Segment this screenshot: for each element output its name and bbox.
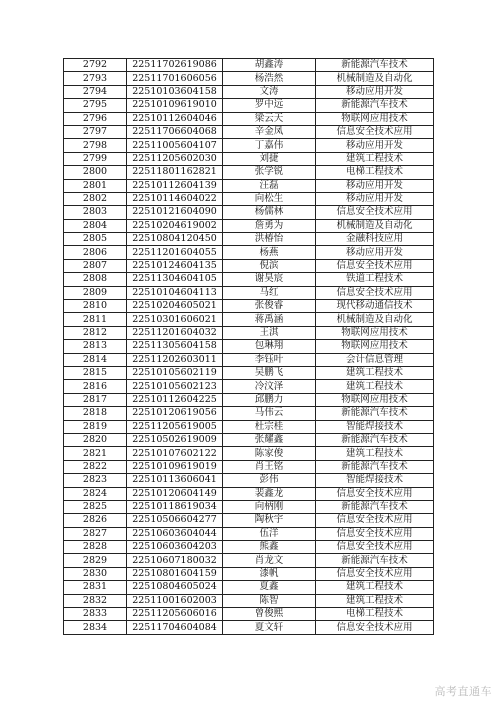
table-row xyxy=(64,139,434,152)
table-row xyxy=(64,246,434,259)
student-name-cell: 伍洋 xyxy=(223,527,316,540)
seq-cell: 2800 xyxy=(64,166,127,179)
exam-id-cell: 22510607180032 xyxy=(127,554,223,567)
student-name-cell: 梁云天 xyxy=(223,112,316,125)
major-cell: 建筑工程技术 xyxy=(316,152,434,165)
exam-id-cell: 22510107602122 xyxy=(127,447,223,460)
student-name-cell: 杨儒林 xyxy=(223,206,316,219)
seq-cell: 2798 xyxy=(64,139,127,152)
table-row xyxy=(64,206,434,219)
seq-cell: 2822 xyxy=(64,460,127,473)
seq-cell: 2804 xyxy=(64,219,127,232)
seq-cell: 2820 xyxy=(64,433,127,446)
major-cell: 信息安全技术应用 xyxy=(316,514,434,527)
student-name-cell: 杜宗桂 xyxy=(223,420,316,433)
student-name-cell: 包琳翔 xyxy=(223,340,316,353)
major-cell: 智能焊接技术 xyxy=(316,474,434,487)
seq-cell: 2803 xyxy=(64,206,127,219)
exam-id-cell: 22510804120450 xyxy=(127,233,223,246)
seq-cell: 2809 xyxy=(64,286,127,299)
exam-id-cell: 22511704604084 xyxy=(127,621,223,634)
exam-id-cell: 22510109619019 xyxy=(127,460,223,473)
seq-cell: 2802 xyxy=(64,192,127,205)
table-row xyxy=(64,514,434,527)
table-row xyxy=(64,59,434,72)
seq-cell: 2827 xyxy=(64,527,127,540)
major-cell: 移动应用开发 xyxy=(316,246,434,259)
seq-cell: 2830 xyxy=(64,567,127,580)
table-row xyxy=(64,300,434,313)
major-cell: 物联网应用技术 xyxy=(316,393,434,406)
exam-id-cell: 22510112604046 xyxy=(127,112,223,125)
major-cell: 物联网应用技术 xyxy=(316,326,434,339)
student-name-cell: 裴鑫龙 xyxy=(223,487,316,500)
exam-id-cell: 22511706604068 xyxy=(127,125,223,138)
exam-id-cell: 22510105602119 xyxy=(127,366,223,379)
major-cell: 物联网应用技术 xyxy=(316,340,434,353)
student-name-cell: 漆帆 xyxy=(223,567,316,580)
student-name-cell: 肖王铭 xyxy=(223,460,316,473)
seq-cell: 2825 xyxy=(64,500,127,513)
major-cell: 金融科技应用 xyxy=(316,233,434,246)
table-row xyxy=(64,608,434,621)
exam-id-cell: 22511205606016 xyxy=(127,608,223,621)
seq-cell: 2801 xyxy=(64,179,127,192)
major-cell: 新能源汽车技术 xyxy=(316,500,434,513)
table-row xyxy=(64,621,434,634)
student-name-cell: 丁嘉伟 xyxy=(223,139,316,152)
student-name-cell: 洪椿怡 xyxy=(223,233,316,246)
student-name-cell: 张俊睿 xyxy=(223,300,316,313)
table-row xyxy=(64,433,434,446)
table-row xyxy=(64,420,434,433)
table-row xyxy=(64,125,434,138)
table-row xyxy=(64,259,434,272)
seq-cell: 2831 xyxy=(64,581,127,594)
table-row xyxy=(64,286,434,299)
seq-cell: 2815 xyxy=(64,366,127,379)
table-row xyxy=(64,487,434,500)
major-cell: 新能源汽车技术 xyxy=(316,99,434,112)
major-cell: 机械制造及自动化 xyxy=(316,72,434,85)
exam-id-cell: 22510804605024 xyxy=(127,581,223,594)
exam-id-cell: 22510113606041 xyxy=(127,474,223,487)
seq-cell: 2797 xyxy=(64,125,127,138)
exam-id-cell: 22510502619009 xyxy=(127,433,223,446)
table-row xyxy=(64,85,434,98)
exam-id-cell: 22511201604032 xyxy=(127,326,223,339)
major-cell: 建筑工程技术 xyxy=(316,581,434,594)
exam-id-cell: 22510105602123 xyxy=(127,380,223,393)
seq-cell: 2794 xyxy=(64,85,127,98)
major-cell: 信息安全技术应用 xyxy=(316,541,434,554)
table-row xyxy=(64,474,434,487)
student-name-cell: 刘捷 xyxy=(223,152,316,165)
table-row xyxy=(64,192,434,205)
table-row xyxy=(64,500,434,513)
student-name-cell: 文涛 xyxy=(223,85,316,98)
table-row xyxy=(64,112,434,125)
exam-id-cell: 22511005604107 xyxy=(127,139,223,152)
exam-id-cell: 22511001602003 xyxy=(127,594,223,607)
major-cell: 新能源汽车技术 xyxy=(316,407,434,420)
seq-cell: 2819 xyxy=(64,420,127,433)
table-row xyxy=(64,179,434,192)
seq-cell: 2793 xyxy=(64,72,127,85)
major-cell: 移动应用开发 xyxy=(316,192,434,205)
major-cell: 建筑工程技术 xyxy=(316,447,434,460)
student-name-cell: 曾俊熙 xyxy=(223,608,316,621)
major-cell: 移动应用开发 xyxy=(316,139,434,152)
exam-id-cell: 22510112604225 xyxy=(127,393,223,406)
major-cell: 新能源汽车技术 xyxy=(316,460,434,473)
major-cell: 移动应用开发 xyxy=(316,179,434,192)
major-cell: 建筑工程技术 xyxy=(316,594,434,607)
exam-id-cell: 22510506604277 xyxy=(127,514,223,527)
exam-id-cell: 22510204605021 xyxy=(127,300,223,313)
major-cell: 新能源汽车技术 xyxy=(316,59,434,72)
table-row xyxy=(64,99,434,112)
exam-id-cell: 22511305604158 xyxy=(127,340,223,353)
table-row xyxy=(64,541,434,554)
seq-cell: 2811 xyxy=(64,313,127,326)
exam-id-cell: 22511801162821 xyxy=(127,166,223,179)
seq-cell: 2799 xyxy=(64,152,127,165)
table-row xyxy=(64,219,434,232)
table-row xyxy=(64,326,434,339)
major-cell: 物联网应用技术 xyxy=(316,112,434,125)
student-name-cell: 陶秋宇 xyxy=(223,514,316,527)
major-cell: 电梯工程技术 xyxy=(316,166,434,179)
seq-cell: 2806 xyxy=(64,246,127,259)
exam-id-cell: 22511201604055 xyxy=(127,246,223,259)
major-cell: 会计信息管理 xyxy=(316,353,434,366)
roster-sheet xyxy=(63,58,433,635)
seq-cell: 2828 xyxy=(64,541,127,554)
seq-cell: 2814 xyxy=(64,353,127,366)
roster-body xyxy=(64,59,434,635)
seq-cell: 2796 xyxy=(64,112,127,125)
major-cell: 信息安全技术应用 xyxy=(316,527,434,540)
major-cell: 移动应用开发 xyxy=(316,85,434,98)
seq-cell: 2812 xyxy=(64,326,127,339)
student-name-cell: 陈智 xyxy=(223,594,316,607)
exam-id-cell: 22510103604158 xyxy=(127,85,223,98)
seq-cell: 2832 xyxy=(64,594,127,607)
table-row xyxy=(64,567,434,580)
major-cell: 智能焊接技术 xyxy=(316,420,434,433)
seq-cell: 2824 xyxy=(64,487,127,500)
table-row xyxy=(64,366,434,379)
seq-cell: 2823 xyxy=(64,474,127,487)
table-row xyxy=(64,407,434,420)
major-cell: 建筑工程技术 xyxy=(316,380,434,393)
exam-id-cell: 22510124604135 xyxy=(127,259,223,272)
exam-id-cell: 22510109619010 xyxy=(127,99,223,112)
seq-cell: 2807 xyxy=(64,259,127,272)
student-name-cell: 詹勇为 xyxy=(223,219,316,232)
exam-id-cell: 22510114604022 xyxy=(127,192,223,205)
table-row xyxy=(64,447,434,460)
table-row xyxy=(64,340,434,353)
seq-cell: 2829 xyxy=(64,554,127,567)
seq-cell: 2813 xyxy=(64,340,127,353)
seq-cell: 2795 xyxy=(64,99,127,112)
major-cell: 新能源汽车技术 xyxy=(316,433,434,446)
student-name-cell: 吴鹏飞 xyxy=(223,366,316,379)
student-name-cell: 罗中远 xyxy=(223,99,316,112)
seq-cell: 2833 xyxy=(64,608,127,621)
student-name-cell: 蒋禹涵 xyxy=(223,313,316,326)
table-row xyxy=(64,72,434,85)
table-row xyxy=(64,152,434,165)
exam-id-cell: 22510118619034 xyxy=(127,500,223,513)
major-cell: 信息安全技术应用 xyxy=(316,125,434,138)
watermark-text: 高考直通车 xyxy=(434,685,492,698)
exam-id-cell: 22510104604113 xyxy=(127,286,223,299)
student-name-cell: 谢昊宸 xyxy=(223,273,316,286)
exam-id-cell: 22510603604044 xyxy=(127,527,223,540)
table-row xyxy=(64,313,434,326)
table-row xyxy=(64,233,434,246)
table-row xyxy=(64,581,434,594)
table-row xyxy=(64,353,434,366)
student-name-cell: 肖龙文 xyxy=(223,554,316,567)
student-name-cell: 夏鑫 xyxy=(223,581,316,594)
student-name-cell: 王淇 xyxy=(223,326,316,339)
seq-cell: 2817 xyxy=(64,393,127,406)
seq-cell: 2816 xyxy=(64,380,127,393)
major-cell: 信息安全技术应用 xyxy=(316,487,434,500)
major-cell: 建筑工程技术 xyxy=(316,366,434,379)
major-cell: 机械制造及自动化 xyxy=(316,219,434,232)
exam-id-cell: 22510112604139 xyxy=(127,179,223,192)
exam-id-cell: 22511701606056 xyxy=(127,72,223,85)
exam-id-cell: 22511702619086 xyxy=(127,59,223,72)
table-row xyxy=(64,527,434,540)
exam-id-cell: 22511205602030 xyxy=(127,152,223,165)
student-name-cell: 马伟云 xyxy=(223,407,316,420)
exam-id-cell: 22511202603011 xyxy=(127,353,223,366)
student-name-cell: 倪滨 xyxy=(223,259,316,272)
student-name-cell: 向松生 xyxy=(223,192,316,205)
student-name-cell: 杨浩然 xyxy=(223,72,316,85)
major-cell: 信息安全技术应用 xyxy=(316,567,434,580)
table-row xyxy=(64,554,434,567)
exam-id-cell: 22510121604090 xyxy=(127,206,223,219)
table-row xyxy=(64,393,434,406)
student-name-cell: 胡鑫涛 xyxy=(223,59,316,72)
major-cell: 铁道工程技术 xyxy=(316,273,434,286)
exam-id-cell: 22510603604203 xyxy=(127,541,223,554)
major-cell: 现代移动通信技术 xyxy=(316,300,434,313)
seq-cell: 2805 xyxy=(64,233,127,246)
major-cell: 信息安全技术应用 xyxy=(316,206,434,219)
student-name-cell: 熊鑫 xyxy=(223,541,316,554)
roster-table xyxy=(63,58,434,635)
student-name-cell: 张学锐 xyxy=(223,166,316,179)
student-name-cell: 彭伟 xyxy=(223,474,316,487)
seq-cell: 2818 xyxy=(64,407,127,420)
major-cell: 信息安全技术应用 xyxy=(316,286,434,299)
seq-cell: 2826 xyxy=(64,514,127,527)
major-cell: 信息安全技术应用 xyxy=(316,621,434,634)
seq-cell: 2808 xyxy=(64,273,127,286)
student-name-cell: 张耀鑫 xyxy=(223,433,316,446)
student-name-cell: 向柄刚 xyxy=(223,500,316,513)
exam-id-cell: 22510801604159 xyxy=(127,567,223,580)
seq-cell: 2821 xyxy=(64,447,127,460)
table-row xyxy=(64,380,434,393)
student-name-cell: 李钰叶 xyxy=(223,353,316,366)
seq-cell: 2810 xyxy=(64,300,127,313)
student-name-cell: 夏文轩 xyxy=(223,621,316,634)
major-cell: 机械制造及自动化 xyxy=(316,313,434,326)
student-name-cell: 陈家俊 xyxy=(223,447,316,460)
major-cell: 新能源汽车技术 xyxy=(316,554,434,567)
student-name-cell: 马红 xyxy=(223,286,316,299)
student-name-cell: 邱鹏力 xyxy=(223,393,316,406)
major-cell: 信息安全技术应用 xyxy=(316,259,434,272)
student-name-cell: 汪磊 xyxy=(223,179,316,192)
exam-id-cell: 22510120619056 xyxy=(127,407,223,420)
table-row xyxy=(64,594,434,607)
table-row xyxy=(64,460,434,473)
exam-id-cell: 22510301606021 xyxy=(127,313,223,326)
student-name-cell: 杨燕 xyxy=(223,246,316,259)
table-row xyxy=(64,273,434,286)
table-row xyxy=(64,166,434,179)
exam-id-cell: 22511304604105 xyxy=(127,273,223,286)
seq-cell: 2792 xyxy=(64,59,127,72)
exam-id-cell: 22510204619002 xyxy=(127,219,223,232)
student-name-cell: 冷汶泽 xyxy=(223,380,316,393)
exam-id-cell: 22510120604149 xyxy=(127,487,223,500)
seq-cell: 2834 xyxy=(64,621,127,634)
major-cell: 电梯工程技术 xyxy=(316,608,434,621)
exam-id-cell: 22511205619005 xyxy=(127,420,223,433)
student-name-cell: 辛金凤 xyxy=(223,125,316,138)
